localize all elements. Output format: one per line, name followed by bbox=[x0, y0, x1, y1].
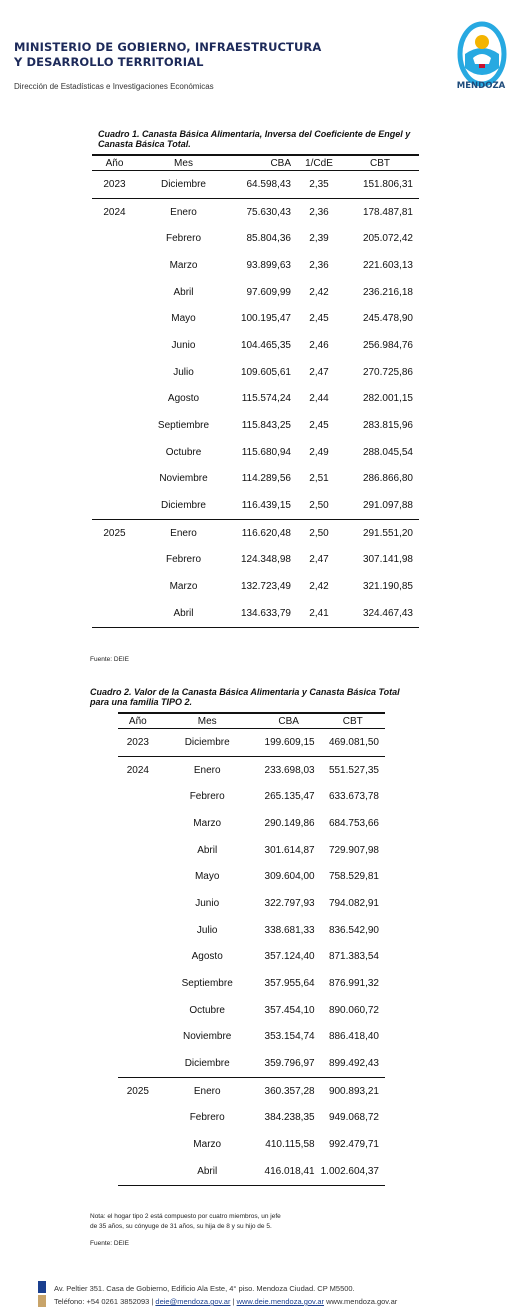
table2-col-cbt: CBT bbox=[342, 715, 363, 727]
table1-cell bbox=[92, 412, 137, 439]
table2-cell: 992.479,71 bbox=[328, 1139, 379, 1151]
table2-cell: 900.893,21 bbox=[328, 1085, 379, 1097]
table1-cell: Junio bbox=[171, 339, 196, 351]
table1-cell: 75.630,43 bbox=[246, 206, 291, 218]
table2-cell: Enero bbox=[193, 764, 221, 776]
table2-caption-line2: para una familia TIPO 2. bbox=[90, 697, 193, 707]
table2-cell: 359.796,97 bbox=[264, 1058, 315, 1070]
table1-cell: 2,42 bbox=[309, 286, 329, 298]
table2-cell: 353.154,74 bbox=[264, 1031, 315, 1043]
table1-cell: 2024 bbox=[103, 206, 126, 218]
table1-cell: 2,51 bbox=[309, 473, 329, 485]
table1-cell: 288.045,54 bbox=[362, 446, 413, 458]
table1-col-year: Año bbox=[105, 157, 124, 169]
table2-row bbox=[118, 944, 385, 971]
table1-cell: 2,47 bbox=[309, 554, 329, 566]
table1-cell: 321.190,85 bbox=[362, 581, 413, 593]
footer-phone: Teléfono: +54 0261 3852093 | bbox=[54, 1297, 154, 1306]
table1-caption bbox=[98, 129, 410, 149]
table2-row bbox=[118, 837, 385, 864]
table2-cell: 357.955,64 bbox=[264, 978, 315, 990]
table1-cell: 324.467,43 bbox=[362, 607, 413, 619]
table1-cell: Enero bbox=[170, 206, 197, 218]
table1-cell: Marzo bbox=[169, 259, 198, 271]
table2-cell: 633.673,78 bbox=[328, 791, 379, 803]
table1-cell: 132.723,49 bbox=[240, 581, 291, 593]
table2-row bbox=[118, 810, 385, 837]
table2-cell: 890.060,72 bbox=[328, 1004, 379, 1016]
table1-row bbox=[92, 600, 419, 627]
table1-cell: 291.097,88 bbox=[362, 500, 413, 512]
table2-cell: 2023 bbox=[126, 736, 149, 748]
table2-row bbox=[118, 783, 385, 810]
table1-row bbox=[92, 359, 419, 386]
table2-caption-line1: Cuadro 2. Valor de la Canasta Básica Alimentaria y Canasta Básica Total bbox=[90, 687, 400, 697]
table1-cell: 2,50 bbox=[309, 527, 329, 539]
table1-cell: 256.984,76 bbox=[362, 339, 413, 351]
table2-cell: 322.797,93 bbox=[264, 897, 315, 909]
table2-row bbox=[118, 1131, 385, 1158]
table1-cell: 2,39 bbox=[309, 233, 329, 245]
table2-row bbox=[118, 917, 385, 944]
ministry-title-line2: Y DESARROLLO TERRITORIAL bbox=[14, 55, 204, 69]
table2-cell: 384.238,35 bbox=[264, 1112, 315, 1124]
table1-cell: 178.487,81 bbox=[362, 206, 413, 218]
table2-cell bbox=[118, 1131, 158, 1158]
table2-cell bbox=[118, 944, 158, 971]
table2-cell: Septiembre bbox=[181, 978, 233, 990]
table2-cell bbox=[118, 863, 158, 890]
table1-cell: Noviembre bbox=[159, 473, 208, 485]
table1-header-row bbox=[92, 155, 419, 171]
table2-cell: Diciembre bbox=[184, 736, 230, 748]
table2-cell: Abril bbox=[197, 844, 218, 856]
table1-row bbox=[92, 573, 419, 600]
table2-row bbox=[118, 1050, 385, 1077]
table2-cell bbox=[118, 997, 158, 1024]
table2-cell: 1.002.604,37 bbox=[320, 1165, 379, 1177]
table1-cell: Septiembre bbox=[157, 420, 210, 432]
table1-cell bbox=[92, 600, 137, 627]
table1-cell: 151.806,31 bbox=[362, 178, 413, 190]
table2-cell bbox=[118, 1024, 158, 1051]
table2-cell: Febrero bbox=[189, 1112, 225, 1124]
table1-row bbox=[92, 198, 419, 225]
table1-cell: 116.620,48 bbox=[241, 527, 291, 539]
footer-deie-link[interactable]: www.deie.mendoza.gov.ar bbox=[236, 1297, 325, 1306]
table2-cell: Diciembre bbox=[184, 1058, 230, 1070]
table1-cell: Febrero bbox=[165, 554, 201, 566]
table1-cell: 85.804,36 bbox=[246, 233, 291, 245]
footer-address: Av. Peltier 351. Casa de Gobierno, Edificio Ala Este, 4° piso. Mendoza Ciudad. CP M5500. bbox=[54, 1284, 355, 1293]
table2-cell: 410.115,58 bbox=[265, 1139, 315, 1151]
table1-col-cba: CBA bbox=[270, 157, 291, 169]
table2 bbox=[118, 712, 385, 1186]
table2-cell bbox=[118, 890, 158, 917]
table1-cell: 2,45 bbox=[309, 420, 329, 432]
table1-cell bbox=[92, 359, 137, 386]
table2-cell: 758.529,81 bbox=[328, 871, 379, 883]
table1-cell bbox=[92, 252, 137, 279]
table1-row bbox=[92, 386, 419, 413]
table1-caption-line1: Cuadro 1. Canasta Básica Alimentaria, Inversa del Coeficiente de Engel y bbox=[98, 129, 411, 139]
table1-cell: 2,36 bbox=[309, 259, 329, 271]
table2-row bbox=[118, 1158, 385, 1185]
table2-cell: 233.698,03 bbox=[264, 764, 315, 776]
table2-row bbox=[118, 970, 385, 997]
table2-cell: 876.991,32 bbox=[328, 978, 379, 990]
table1-cell bbox=[92, 547, 137, 574]
table1-col-cbt: CBT bbox=[370, 157, 390, 169]
table2-cell: 265.135,47 bbox=[264, 791, 315, 803]
table1-cell bbox=[92, 573, 137, 600]
table2-cell: 949.068,72 bbox=[328, 1112, 379, 1124]
table2-cell: 199.609,15 bbox=[264, 736, 315, 748]
table2-cell: 416.018,41 bbox=[264, 1165, 315, 1177]
table1-cell: 2,35 bbox=[309, 178, 329, 190]
table2-cell: 871.383,54 bbox=[328, 951, 379, 963]
table1-cell: 134.633,79 bbox=[240, 607, 291, 619]
table1-row bbox=[92, 492, 419, 519]
table1-cell: 64.598,43 bbox=[246, 178, 291, 190]
table1-cell: Marzo bbox=[169, 581, 198, 593]
table1-row bbox=[92, 439, 419, 466]
table2-cell: 469.081,50 bbox=[328, 736, 379, 748]
table2-cell: Junio bbox=[195, 897, 220, 909]
footer-bar-blue bbox=[38, 1281, 46, 1293]
table1-cell: 291.551,20 bbox=[362, 527, 413, 539]
table2-cell bbox=[118, 970, 158, 997]
table2-row bbox=[118, 1024, 385, 1051]
table2-cell: Febrero bbox=[189, 791, 225, 803]
table1-cell: Julio bbox=[173, 366, 194, 378]
table1-cell: Diciembre bbox=[160, 500, 206, 512]
table1-cell: 2,45 bbox=[309, 313, 329, 325]
table1-cell bbox=[92, 225, 137, 252]
table2-cell: 2024 bbox=[126, 764, 149, 776]
table2-cell: Enero bbox=[193, 1085, 221, 1097]
table2-row bbox=[118, 863, 385, 890]
table1-row bbox=[92, 547, 419, 574]
table1-caption-line2: Canasta Básica Total. bbox=[98, 139, 191, 149]
table2-note-line1: Nota: el hogar tipo 2 está compuesto por cuatro miembros, un jefe bbox=[90, 1213, 281, 1220]
table2-cell: 729.907,98 bbox=[328, 844, 379, 856]
table1-cell: 236.216,18 bbox=[362, 286, 413, 298]
ministry-title-line1: MINISTERIO DE GOBIERNO, INFRAESTRUCTURA bbox=[14, 40, 322, 54]
table1-cell: 2,41 bbox=[309, 607, 329, 619]
table2-row bbox=[118, 997, 385, 1024]
table1-cell bbox=[92, 332, 137, 359]
table1-cell: 109.605,61 bbox=[240, 366, 291, 378]
table1-cell: 2,47 bbox=[309, 366, 329, 378]
table2-note bbox=[90, 1212, 281, 1232]
table1-col-month: Mes bbox=[174, 157, 193, 169]
table1-cell: 2,36 bbox=[309, 206, 329, 218]
table2-cell: 338.681,33 bbox=[264, 924, 315, 936]
table2-cell: 301.614,87 bbox=[264, 844, 315, 856]
table2-cell bbox=[118, 783, 158, 810]
table2-cell: 357.454,10 bbox=[264, 1004, 315, 1016]
table2-cell: Noviembre bbox=[183, 1031, 232, 1043]
table1-cell: Abril bbox=[173, 607, 194, 619]
table2-row bbox=[118, 756, 385, 783]
table2-cell: Octubre bbox=[189, 1004, 225, 1016]
table2-row bbox=[118, 729, 385, 757]
table2-cell: Abril bbox=[197, 1165, 218, 1177]
table2-col-month: Mes bbox=[197, 715, 217, 727]
table2-cell: 290.149,86 bbox=[264, 817, 315, 829]
table1-cell: 270.725,86 bbox=[362, 366, 413, 378]
table1-cell: 283.815,96 bbox=[362, 420, 413, 432]
table1-cell: 104.465,35 bbox=[240, 339, 291, 351]
table2-cell bbox=[118, 810, 158, 837]
table2-cell: Marzo bbox=[193, 817, 222, 829]
table2-cell: 360.357,28 bbox=[264, 1085, 315, 1097]
table1-cell: 2,46 bbox=[309, 339, 329, 351]
table1-row bbox=[92, 279, 419, 306]
table1-cell bbox=[92, 279, 137, 306]
table1-cell: Diciembre bbox=[160, 178, 206, 190]
table2-cell: 886.418,40 bbox=[328, 1031, 379, 1043]
table1-cell: Mayo bbox=[171, 313, 196, 325]
footer-bar-tan bbox=[38, 1295, 46, 1307]
footer-contact bbox=[54, 1295, 397, 1308]
table1-row bbox=[92, 332, 419, 359]
table1-cell: 282.001,15 bbox=[362, 393, 413, 405]
table2-cell bbox=[118, 917, 158, 944]
table1-row bbox=[92, 412, 419, 439]
table2-cell: Agosto bbox=[191, 951, 223, 963]
table1-cell: 2,44 bbox=[309, 393, 329, 405]
table2-source: Fuente: DEIE bbox=[90, 1240, 130, 1247]
table2-cell: 551.527,35 bbox=[328, 764, 379, 776]
table1-cell: 245.478,90 bbox=[362, 313, 413, 325]
table2-header-row bbox=[118, 713, 385, 729]
table2-cell: Marzo bbox=[193, 1139, 222, 1151]
table1-cell: 115.843,25 bbox=[241, 420, 291, 432]
table1-cell: 115.574,24 bbox=[241, 393, 291, 405]
table2-cell: 2025 bbox=[126, 1085, 149, 1097]
table2-cell: 836.542,90 bbox=[328, 924, 379, 936]
logo-label: MENDOZA bbox=[456, 81, 506, 91]
table1-row bbox=[92, 225, 419, 252]
table1-cell bbox=[92, 305, 137, 332]
table1-cell bbox=[92, 439, 137, 466]
table2-cell: 899.492,43 bbox=[328, 1058, 379, 1070]
table2-cell bbox=[118, 1105, 158, 1132]
table1-cell: 286.866,80 bbox=[362, 473, 413, 485]
table2-cell bbox=[118, 1158, 158, 1185]
table1-cell bbox=[92, 492, 137, 519]
table2-cell bbox=[118, 837, 158, 864]
table2-caption bbox=[90, 687, 400, 707]
footer bbox=[54, 1282, 397, 1308]
table1-cell: Agosto bbox=[167, 393, 200, 405]
directorate-subtitle: Dirección de Estadísticas e Investigaciones Económicas bbox=[14, 82, 214, 91]
table2-col-year: Año bbox=[128, 715, 147, 727]
table2-col-cba: CBA bbox=[278, 715, 299, 727]
table1 bbox=[92, 154, 419, 628]
table1-cell: Octubre bbox=[165, 446, 202, 458]
table2-cell: 357.124,40 bbox=[264, 951, 315, 963]
table1-cell bbox=[92, 466, 137, 493]
table1-cell: 205.072,42 bbox=[362, 233, 413, 245]
table1-cell: 2,49 bbox=[309, 446, 329, 458]
table2-cell: 684.753,66 bbox=[328, 817, 379, 829]
table1-cell: 307.141,98 bbox=[362, 554, 413, 566]
table2-cell bbox=[118, 1050, 158, 1077]
table1-cell: Enero bbox=[170, 527, 197, 539]
table2-row bbox=[118, 1077, 385, 1104]
table2-row bbox=[118, 890, 385, 917]
footer-email-link[interactable]: deie@mendoza.gov.ar bbox=[155, 1297, 231, 1306]
table1-cell: 2,50 bbox=[309, 500, 329, 512]
table1-cell: 93.899,63 bbox=[246, 259, 291, 271]
table1-cell: 124.348,98 bbox=[240, 554, 291, 566]
ministry-title bbox=[14, 40, 321, 70]
table2-cell: 794.082,91 bbox=[328, 897, 379, 909]
footer-separator: | bbox=[232, 1297, 235, 1306]
table1-cell: 97.609,99 bbox=[246, 286, 291, 298]
table1-row bbox=[92, 305, 419, 332]
table1-cell: 116.439,15 bbox=[241, 500, 291, 512]
table1-cell: 221.603,13 bbox=[362, 259, 413, 271]
table1-cell: 2,42 bbox=[309, 581, 329, 593]
table1-col-icde: 1/CdE bbox=[305, 157, 333, 169]
table2-cell: 309.604,00 bbox=[264, 871, 315, 883]
table1-cell bbox=[92, 386, 137, 413]
table1-row bbox=[92, 466, 419, 493]
table1-cell: Febrero bbox=[165, 233, 201, 245]
table2-note-line2: de 35 años, su cónyuge de 31 años, su hija de 8 y su hijo de 5. bbox=[90, 1223, 272, 1230]
table1-cell: Abril bbox=[173, 286, 194, 298]
table1-row bbox=[92, 519, 419, 546]
table2-row bbox=[118, 1105, 385, 1132]
table2-cell: Julio bbox=[196, 924, 218, 936]
table1-row bbox=[92, 171, 419, 199]
table2-cell: Mayo bbox=[194, 871, 220, 883]
table1-cell: 100.195,47 bbox=[240, 313, 291, 325]
table1-row bbox=[92, 252, 419, 279]
footer-web-link[interactable]: www.mendoza.gov.ar bbox=[326, 1297, 398, 1306]
table1-cell: 115.680,94 bbox=[241, 446, 291, 458]
table1-cell: 114.289,56 bbox=[241, 473, 291, 485]
table1-cell: 2023 bbox=[103, 178, 126, 190]
table1-source: Fuente: DEIE bbox=[90, 656, 130, 663]
table1-cell: 2025 bbox=[103, 527, 126, 539]
